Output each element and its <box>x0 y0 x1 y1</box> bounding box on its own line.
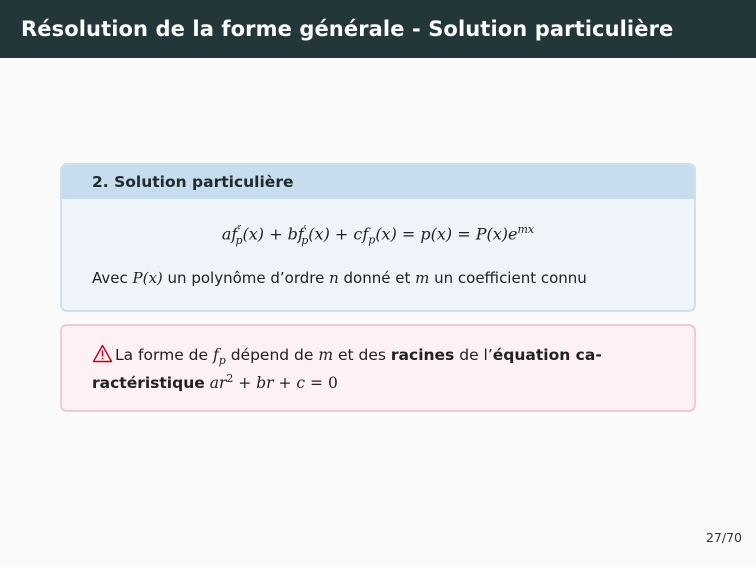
block-description: Avec P(x) un polynôme d’ordre n donné et m un coefficient connu <box>92 269 587 287</box>
characteristic-equation: $ar^2$ + br + c = 0 <box>209 372 338 393</box>
slide-header <box>0 0 756 58</box>
warning-block <box>60 324 696 412</box>
warning-line-1: La forme de $f_p$ dépend de m et des racines de l’équation ca- <box>92 344 602 367</box>
warning-line-2: ractéristique $ar^2$ + br + c = 0 <box>92 372 338 393</box>
definition-block <box>60 163 696 312</box>
warning-triangle-icon <box>92 344 113 363</box>
page-number: 27/70 <box>705 530 742 545</box>
slide-title: Résolution de la forme générale - Solution particulière <box>21 17 674 41</box>
main-equation: $af''_p(x) + bf'_p(x) + cf_p(x) = p(x) = P(x)e^{mx}$ <box>221 223 535 247</box>
block-title: 2. Solution particulière <box>62 165 694 199</box>
block-body <box>62 199 694 312</box>
